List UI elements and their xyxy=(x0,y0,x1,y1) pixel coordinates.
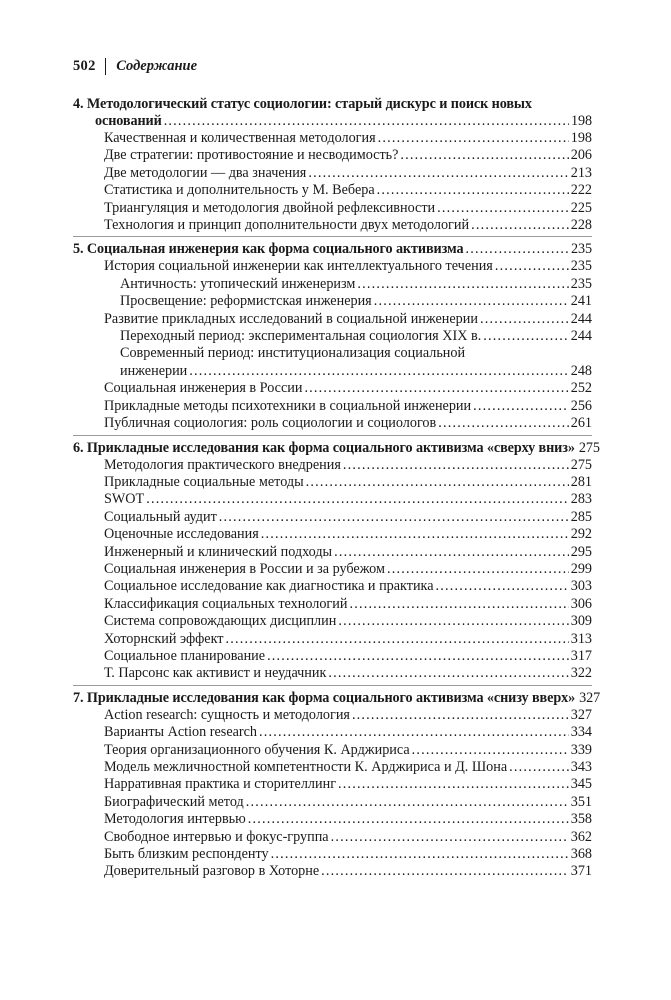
toc-entry[interactable] xyxy=(73,707,592,724)
page-number: 502 xyxy=(73,58,96,74)
entry-text: История социальной инженерии как интеллектуального течения xyxy=(104,258,493,275)
toc-entry[interactable] xyxy=(73,526,592,543)
entry-text: Система сопровождающих дисциплин xyxy=(104,613,337,630)
toc-entry[interactable] xyxy=(73,182,592,199)
entry-text: Биографический метод xyxy=(104,793,244,810)
page-ref: 275 xyxy=(578,439,600,456)
toc-entry[interactable] xyxy=(73,561,592,578)
toc-subentry-wrap[interactable]: Современный период: институционализация социальной xyxy=(120,345,466,362)
page-ref: 198 xyxy=(570,130,592,146)
entry-text: Переходный период: экспериментальная социология XIX в. xyxy=(120,328,482,345)
page-ref: 252 xyxy=(570,380,592,397)
page-ref: 283 xyxy=(570,491,592,508)
page-ref: 358 xyxy=(570,811,592,828)
leader-dots xyxy=(271,846,569,863)
page-ref: 322 xyxy=(570,665,592,682)
leader-dots xyxy=(338,776,569,793)
leader-dots xyxy=(400,147,568,164)
entry-text: Технология и принцип дополнительности двух методологий xyxy=(104,217,470,234)
page-ref: 368 xyxy=(570,846,592,863)
toc-entry[interactable] xyxy=(73,794,592,811)
leader-dots xyxy=(306,474,569,491)
page-ref: 313 xyxy=(570,630,592,647)
chapter-title-text: 5. Социальная инженерия как форма социального активизма xyxy=(73,241,464,258)
section-divider xyxy=(73,236,592,237)
entry-text: Социальное планирование xyxy=(104,647,266,664)
table-of-contents xyxy=(73,96,601,881)
toc-entry[interactable] xyxy=(73,596,592,613)
entry-text: Прикладные социальные методы xyxy=(104,473,304,490)
leader-dots xyxy=(146,491,569,508)
toc-entry[interactable] xyxy=(73,415,592,432)
chapter-title[interactable] xyxy=(73,439,600,457)
toc-entry[interactable] xyxy=(73,130,592,147)
leader-dots xyxy=(308,165,568,182)
chapter-title[interactable] xyxy=(73,241,592,258)
page-ref: 235 xyxy=(570,275,592,292)
page-ref: 256 xyxy=(570,397,592,414)
entry-text: Доверительный разговор в Хоторне xyxy=(104,863,320,880)
header-divider xyxy=(105,58,107,75)
entry-text: Просвещение: реформистская инженерия xyxy=(120,293,372,310)
chapter-7 xyxy=(73,689,601,881)
entry-text: Публичная социология: роль социологии и социологов xyxy=(104,415,437,432)
entry-text: Социальная инженерия в России и за рубежом xyxy=(104,560,385,577)
entry-text: Классификация социальных технологий xyxy=(104,595,348,612)
leader-dots xyxy=(343,457,569,474)
leader-dots xyxy=(225,631,568,648)
page-ref: 285 xyxy=(570,508,592,525)
entry-text: Теория организационного обучения К. Арджириса xyxy=(104,741,410,758)
toc-entry[interactable] xyxy=(73,165,592,182)
toc-entry[interactable] xyxy=(73,776,592,793)
leader-dots xyxy=(259,724,569,741)
leader-dots xyxy=(437,200,569,217)
page-ref: 213 xyxy=(570,164,592,181)
entry-text: Методология практического внедрения xyxy=(104,456,341,473)
leader-dots xyxy=(473,398,569,415)
chapter-5 xyxy=(73,241,592,432)
page-ref: 334 xyxy=(570,724,592,741)
leader-dots xyxy=(328,665,568,682)
entry-text: Триангуляция и методология двойной рефлексивности xyxy=(104,199,436,216)
leader-dots xyxy=(349,596,568,613)
entry-text: Социальная инженерия в России xyxy=(104,380,303,397)
page-ref: 261 xyxy=(570,415,592,432)
toc-entry[interactable] xyxy=(73,759,592,776)
page-ref: 351 xyxy=(570,793,592,810)
toc-entry[interactable] xyxy=(73,457,592,474)
toc-entry[interactable] xyxy=(73,147,592,164)
leader-dots xyxy=(261,526,569,543)
leader-dots xyxy=(374,293,569,310)
toc-entry[interactable] xyxy=(73,665,592,682)
toc-subentry[interactable] xyxy=(73,328,592,345)
leader-dots xyxy=(412,742,569,759)
entry-text: Хоторнский эффект xyxy=(104,630,224,647)
entry-text: Варианты Action research xyxy=(104,724,258,741)
toc-entry[interactable] xyxy=(73,846,592,863)
page-ref: 303 xyxy=(570,578,592,595)
page-ref: 222 xyxy=(570,182,592,199)
entry-text: Социальное исследование как диагностика и практика xyxy=(104,578,434,595)
entry-text: Социальный аудит xyxy=(104,508,217,525)
page-ref: 371 xyxy=(570,863,592,880)
toc-entry[interactable] xyxy=(73,398,592,415)
section-divider xyxy=(73,685,592,686)
page-ref: 241 xyxy=(570,293,592,310)
toc-entry[interactable] xyxy=(73,742,592,759)
toc-subentry[interactable] xyxy=(73,276,592,293)
leader-dots xyxy=(377,182,569,199)
leader-dots xyxy=(219,509,569,526)
page-ref: 275 xyxy=(570,456,592,473)
toc-entry[interactable] xyxy=(73,829,592,846)
page-ref: 295 xyxy=(570,543,592,560)
leader-dots xyxy=(436,578,569,595)
entry-text: Развитие прикладных исследований в социальной инженерии xyxy=(104,310,478,327)
section-title: Содержание xyxy=(116,58,198,74)
entry-text: Античность: утопический инженеризм xyxy=(120,275,356,292)
leader-dots xyxy=(164,113,569,130)
toc-entry[interactable] xyxy=(73,613,592,630)
entry-text: SWOT xyxy=(104,491,145,508)
toc-entry[interactable] xyxy=(73,631,592,648)
toc-subentry[interactable] xyxy=(73,363,592,380)
toc-entry[interactable] xyxy=(73,217,592,234)
toc-entry[interactable] xyxy=(73,491,592,508)
entry-text: инженерии xyxy=(120,362,188,379)
page-ref: 299 xyxy=(570,560,592,577)
chapter-title-line2: оснований xyxy=(95,113,162,129)
chapter-title-text: 7. Прикладные исследования как форма социального активизма «снизу вверх» xyxy=(73,689,576,706)
entry-text: Быть близким респонденту xyxy=(104,846,269,863)
toc-entry[interactable] xyxy=(73,648,592,665)
page-ref: 235 xyxy=(570,258,592,275)
chapter-4 xyxy=(73,96,592,234)
running-head xyxy=(73,58,197,75)
page-ref: 362 xyxy=(570,828,592,845)
leader-dots xyxy=(509,759,569,776)
page-ref: 281 xyxy=(570,473,592,490)
leader-dots xyxy=(248,811,569,828)
chapter-title[interactable] xyxy=(73,96,592,130)
toc-entry[interactable] xyxy=(73,258,592,275)
page-ref: 317 xyxy=(570,647,592,664)
chapter-6 xyxy=(73,439,600,683)
entry-text: Свободное интервью и фокус-группа xyxy=(104,828,329,845)
chapter-title-line1: 4. Методологический статус социологии: старый дискурс и поиск новых xyxy=(73,96,532,112)
leader-dots xyxy=(189,363,568,380)
leader-dots xyxy=(321,863,569,880)
page-ref: 327 xyxy=(579,689,601,706)
leader-dots xyxy=(352,707,569,724)
leader-dots xyxy=(387,561,569,578)
toc-entry[interactable] xyxy=(73,200,592,217)
toc-entry[interactable] xyxy=(73,311,592,328)
leader-dots xyxy=(471,217,569,234)
page-ref: 206 xyxy=(570,147,592,164)
page-ref: 345 xyxy=(570,776,592,793)
page-ref: 327 xyxy=(570,706,592,723)
page-ref: 198 xyxy=(571,113,592,129)
entry-text: Модель межличностной компетентности К. Арджириса и Д. Шона xyxy=(104,759,508,775)
entry-text: Action research: сущность и методология xyxy=(104,706,350,723)
chapter-title-text: 6. Прикладные исследования как форма социального активизма «сверху вниз» xyxy=(73,439,575,456)
toc-entry[interactable] xyxy=(73,509,592,526)
page-ref: 306 xyxy=(570,595,592,612)
page-ref: 292 xyxy=(570,526,592,543)
entry-text: Прикладные методы психотехники в социальной инженерии xyxy=(104,397,472,414)
leader-dots xyxy=(267,648,569,665)
leader-dots xyxy=(378,130,569,147)
page-ref: 248 xyxy=(570,362,592,379)
page-ref: 225 xyxy=(570,199,592,216)
page-ref: 228 xyxy=(570,217,592,234)
page-ref: 309 xyxy=(570,613,592,630)
entry-text: Методология интервью xyxy=(104,811,246,828)
entry-text: Оценочные исследования xyxy=(104,526,259,543)
entry-text: Статистика и дополнительность у М. Вебера xyxy=(104,182,375,199)
entry-text: Инженерный и клинический подходы xyxy=(104,543,333,560)
page-ref: 339 xyxy=(570,741,592,758)
entry-text: Т. Парсонс как активист и неудачник xyxy=(104,665,327,682)
toc-entry[interactable] xyxy=(73,811,592,828)
leader-dots xyxy=(357,276,568,293)
chapter-title[interactable] xyxy=(73,689,601,707)
toc-entry[interactable] xyxy=(73,724,592,741)
entry-text: Нарративная практика и сторителлинг xyxy=(104,776,337,793)
entry-text: Две методологии — два значения xyxy=(104,164,307,181)
leader-dots xyxy=(483,328,568,345)
leader-dots xyxy=(438,415,568,432)
toc-subentry[interactable] xyxy=(73,293,592,310)
page-ref: 244 xyxy=(570,310,592,327)
toc-entry[interactable] xyxy=(73,380,592,397)
entry-text: Качественная и количественная методология xyxy=(104,130,376,146)
toc-entry[interactable] xyxy=(73,578,592,595)
leader-dots xyxy=(465,241,569,258)
leader-dots xyxy=(334,544,569,561)
toc-entry[interactable] xyxy=(73,863,592,880)
leader-dots xyxy=(331,829,569,846)
page-ref: 235 xyxy=(571,241,592,258)
toc-entry[interactable] xyxy=(73,474,592,491)
leader-dots xyxy=(495,258,569,275)
entry-text: Две стратегии: противостояние и несводимость? xyxy=(104,147,399,164)
leader-dots xyxy=(304,380,568,397)
toc-entry[interactable] xyxy=(73,544,592,561)
leader-dots xyxy=(246,794,569,811)
page-ref: 343 xyxy=(570,759,592,775)
page-ref: 244 xyxy=(570,328,592,345)
leader-dots xyxy=(480,311,569,328)
leader-dots xyxy=(338,613,568,630)
section-divider xyxy=(73,435,592,436)
